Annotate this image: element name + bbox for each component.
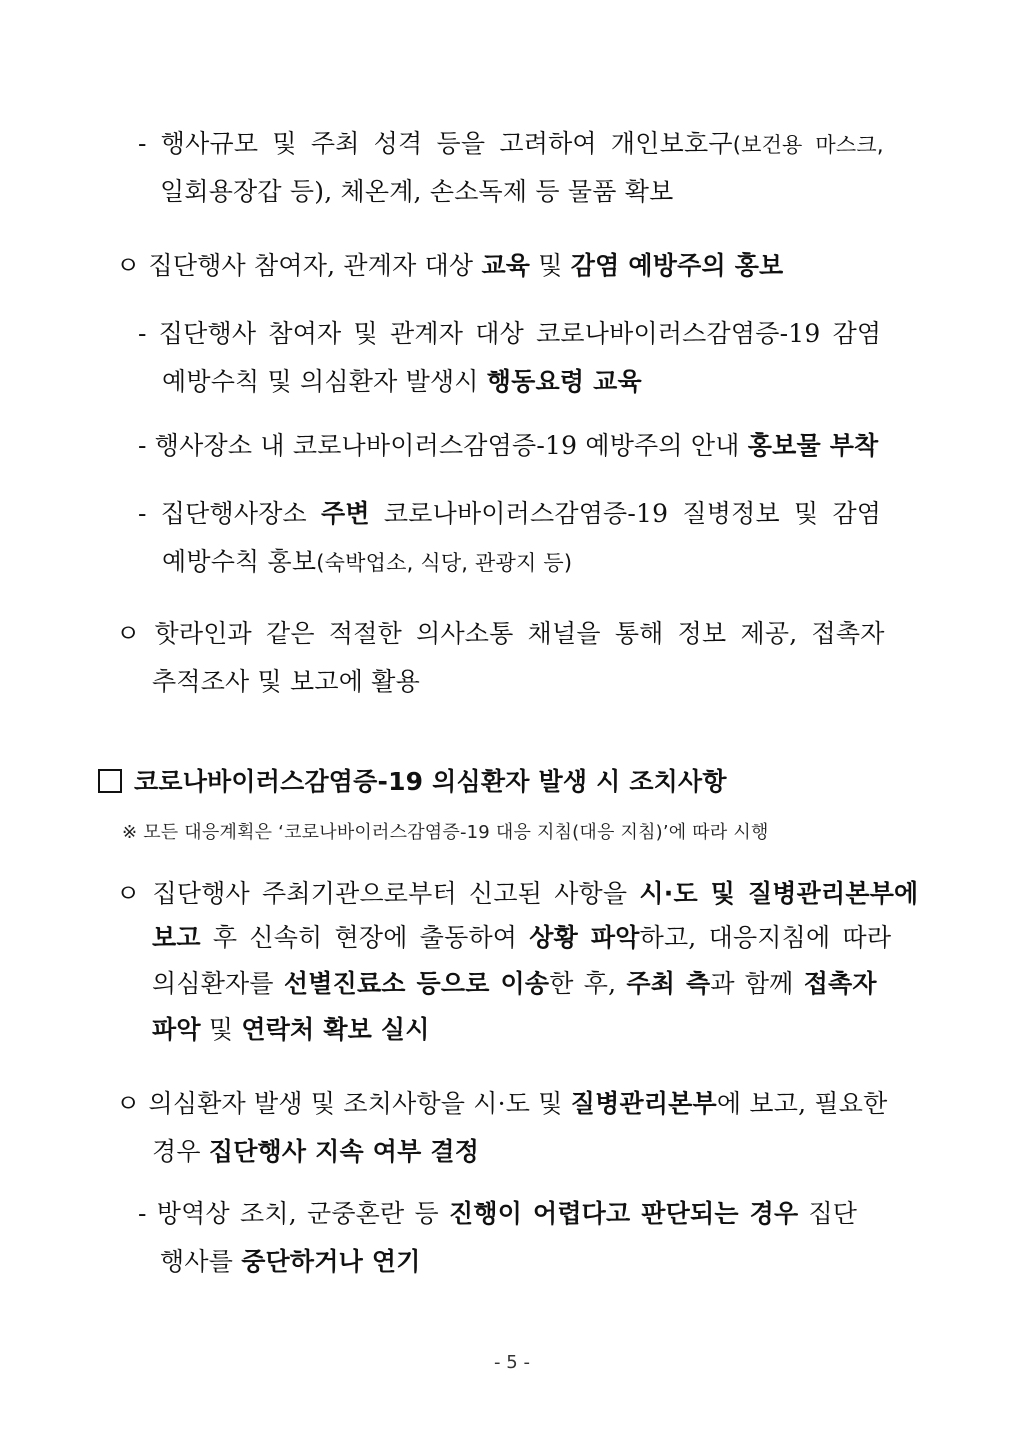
text: 행사를 (160, 1247, 242, 1276)
text: 예방수칙 및 의심환자 발생시 (162, 367, 487, 396)
text: ㅇ 핫라인과 같은 적절한 의사소통 채널을 통해 정보 제공, 접촉자 (116, 619, 885, 648)
bullet-circle-hotline (116, 614, 885, 654)
text: 예방수칙 홍보 (162, 547, 317, 576)
bold-text: 주변 (321, 499, 370, 528)
text: 및 (200, 1015, 242, 1044)
text: - 방역상 조치, 군중혼란 등 (138, 1199, 450, 1228)
text-line (162, 362, 642, 402)
text-line (152, 918, 891, 958)
text: ㅇ 의심환자 발생 및 조치사항을 시·도 및 (116, 1089, 571, 1118)
text: 의심환자를 (152, 969, 284, 998)
text: 한 후, (549, 969, 627, 998)
text: 경우 (152, 1137, 209, 1166)
text-line (162, 542, 572, 583)
bold-text: 상황 파악 (529, 923, 640, 952)
page-number: - 5 - (494, 1352, 530, 1373)
text-line (152, 1132, 479, 1172)
bullet-dash-surroundings (138, 494, 881, 534)
text-line (152, 964, 877, 1004)
bullet-circle-education (116, 246, 783, 286)
text-line (152, 1010, 430, 1050)
text: - 집단행사 참여자 및 관계자 대상 코로나바이러스감염증-19 감염 (138, 319, 882, 348)
bullet-dash-participant-education (138, 314, 881, 354)
bold-text: 파악 (152, 1015, 201, 1044)
text: ㅇ 집단행사 주최기관으로부터 신고된 사항을 (116, 879, 640, 908)
checkbox-square-icon (98, 769, 122, 793)
text: 및 (530, 251, 571, 280)
text: 코로나바이러스감염증-19 질병정보 및 감염 (369, 499, 882, 528)
text: - 행사장소 내 코로나바이러스감염증-19 예방주의 안내 (138, 431, 748, 460)
bold-text: 집단행사 지속 여부 결정 (208, 1137, 480, 1166)
text: ※ 모든 대응계획은 ‘코로나바이러스감염증-19 대응 지침(대응 지침)’에 따라 시행 (122, 822, 769, 843)
bullet-dash-protective-equipment (138, 124, 926, 165)
bullet-circle-decision (116, 1084, 887, 1124)
reference-note (122, 818, 769, 848)
bold-text: 감염 예방주의 홍보 (570, 251, 784, 280)
bold-text: 시·도 및 질병관리본부에 (639, 879, 919, 908)
text: 집단 (798, 1199, 858, 1228)
bullet-dash-suspension (138, 1194, 857, 1234)
bold-text: 행동요령 교육 (486, 367, 642, 396)
bold-text: 교육 (481, 251, 531, 280)
heading-text: 코로나바이러스감염증-19 의심환자 발생 시 조치사항 (134, 767, 727, 796)
text: (보건용 마스크, (732, 133, 884, 157)
text: 후 신속히 현장에 출동하여 (200, 923, 530, 952)
bold-text: 보고 (152, 923, 201, 952)
bold-text: 중단하거나 연기 (241, 1247, 421, 1276)
text: ㅇ 집단행사 참여자, 관계자 대상 (116, 251, 482, 280)
text: (숙박업소, 식당, 관광지 등) (316, 551, 573, 575)
text: 추적조사 및 보고에 활용 (152, 667, 420, 696)
bullet-dash-promo-material (138, 426, 878, 466)
text: 하고, 대응지침에 따라 (639, 923, 892, 952)
text: - 행사규모 및 주최 성격 등을 고려하여 개인보호구 (138, 129, 733, 158)
bold-text: 선별진료소 등으로 이송 (283, 969, 550, 998)
text: 에 보고, 필요한 (716, 1089, 888, 1118)
bold-text: 주최 측 (626, 969, 711, 998)
bullet-circle-report (116, 874, 918, 914)
text-line (160, 172, 673, 212)
text: 일회용장갑 등), 체온계, 손소독제 등 물품 확보 (160, 177, 674, 206)
bold-text: 홍보물 부착 (747, 431, 879, 460)
section-heading (98, 762, 727, 802)
bold-text: 진행이 어렵다고 판단되는 경우 (449, 1199, 799, 1228)
text: - 집단행사장소 (138, 499, 322, 528)
text-line (160, 1242, 421, 1282)
text-line (152, 662, 420, 702)
bold-text: 질병관리본부 (570, 1089, 717, 1118)
text: 과 함께 (710, 969, 804, 998)
bold-text: 연락처 확보 실시 (241, 1015, 430, 1044)
bold-text: 접촉자 (803, 969, 877, 998)
